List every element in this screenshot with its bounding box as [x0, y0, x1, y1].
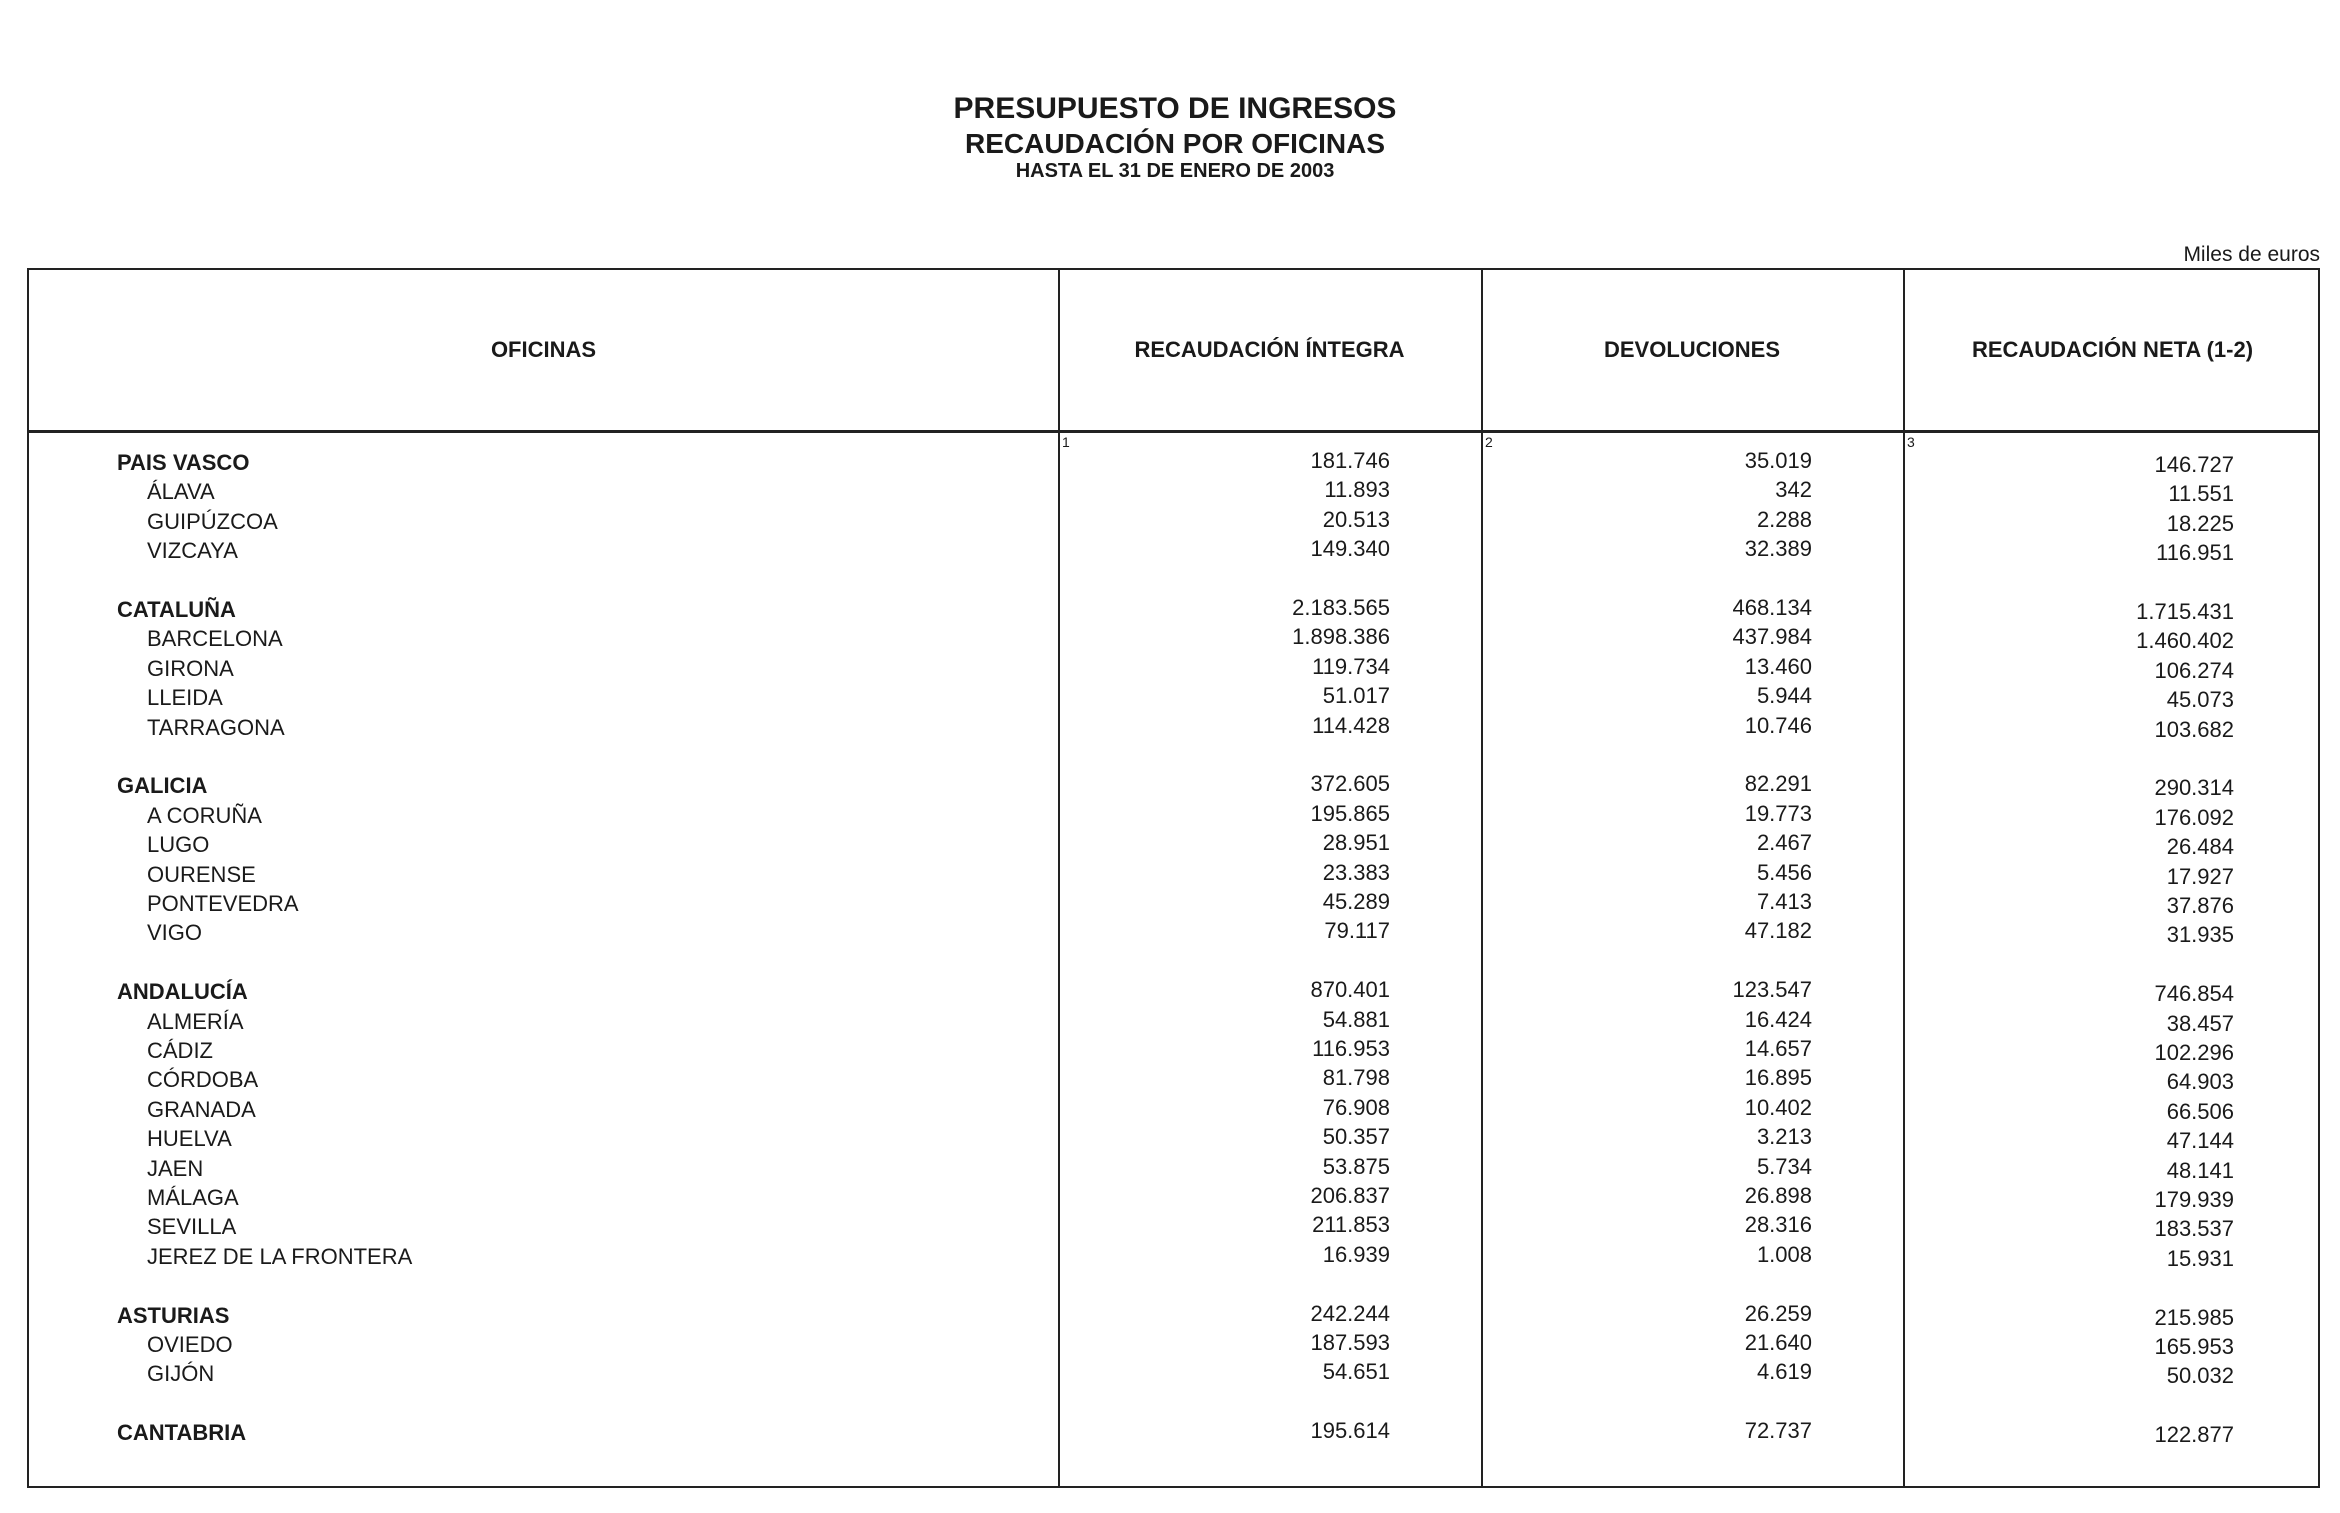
recaudacion-integra-value: 54.881	[1322, 1007, 1390, 1032]
table-row-region	[29, 773, 2318, 802]
recaudacion-neta-value: 1.715.431	[2136, 599, 2234, 624]
devoluciones-value: 72.737	[1744, 1418, 1812, 1443]
recaudacion-integra-value: 211.853	[1312, 1212, 1390, 1237]
office-name: CATALUÑA	[117, 597, 236, 622]
devoluciones-value: 1.008	[1756, 1242, 1812, 1267]
column-header-oficinas: OFICINAS	[490, 337, 597, 362]
devoluciones-value: 437.984	[1732, 624, 1812, 649]
table-row-office	[29, 509, 2318, 538]
table-row-office	[29, 626, 2318, 655]
office-name: CANTABRIA	[117, 1420, 247, 1445]
recaudacion-neta-value: 64.903	[2166, 1069, 2234, 1094]
table-row-office	[29, 656, 2318, 685]
office-name: OURENSE	[147, 862, 256, 887]
recaudacion-neta-value: 18.225	[2166, 511, 2234, 536]
recaudacion-integra-value: 206.837	[1310, 1183, 1390, 1208]
table-row-office	[29, 1097, 2318, 1126]
table-row-office	[29, 832, 2318, 861]
recaudacion-integra-value: 119.734	[1312, 654, 1390, 679]
table-row-region	[29, 1303, 2318, 1332]
recaudacion-neta-value: 165.953	[2154, 1334, 2234, 1359]
table-row-region	[29, 450, 2318, 479]
office-name: GUIPÚZCOA	[147, 509, 278, 534]
recaudacion-neta-value: 48.141	[2166, 1158, 2234, 1183]
devoluciones-value: 3.213	[1756, 1124, 1812, 1149]
recaudacion-neta-value: 290.314	[2154, 775, 2234, 800]
column-header-recaudacion-neta: RECAUDACIÓN NETA (1-2)	[1971, 337, 2254, 362]
table-row-office	[29, 1214, 2318, 1243]
table-row-office	[29, 1332, 2318, 1361]
recaudacion-integra-value: 79.117	[1324, 918, 1390, 943]
devoluciones-value: 21.640	[1744, 1330, 1812, 1355]
devoluciones-value: 26.259	[1744, 1301, 1812, 1326]
office-name: MÁLAGA	[147, 1185, 239, 1210]
recaudacion-integra-value: 11.893	[1324, 477, 1390, 502]
devoluciones-value: 123.547	[1732, 977, 1812, 1002]
table-row-region	[29, 979, 2318, 1008]
devoluciones-value: 2.467	[1756, 830, 1812, 855]
office-name: LUGO	[147, 832, 210, 857]
recaudacion-neta-value: 183.537	[2154, 1216, 2234, 1241]
office-name: TARRAGONA	[147, 715, 285, 740]
recaudacion-integra-value: 23.383	[1322, 860, 1390, 885]
devoluciones-value: 2.288	[1756, 507, 1812, 532]
recaudacion-integra-value: 149.340	[1310, 536, 1390, 561]
table-row-office	[29, 1038, 2318, 1067]
devoluciones-value: 5.734	[1756, 1154, 1812, 1179]
recaudacion-neta-value: 176.092	[2154, 805, 2234, 830]
table-row-office	[29, 715, 2318, 744]
recaudacion-neta-value: 15.931	[2166, 1246, 2234, 1271]
office-name: JAEN	[147, 1156, 204, 1181]
devoluciones-value: 32.389	[1744, 536, 1812, 561]
office-name: LLEIDA	[147, 685, 223, 710]
recaudacion-integra-value: 54.651	[1322, 1359, 1390, 1384]
recaudacion-neta-value: 17.927	[2166, 864, 2234, 889]
table-row-region	[29, 1420, 2318, 1449]
devoluciones-value: 16.895	[1744, 1065, 1812, 1090]
office-name: GRANADA	[147, 1097, 256, 1122]
office-name: VIGO	[147, 920, 203, 945]
office-name: JEREZ DE LA FRONTERA	[147, 1244, 413, 1269]
recaudacion-neta-value: 26.484	[2166, 834, 2234, 859]
devoluciones-value: 35.019	[1744, 448, 1812, 473]
office-name: OVIEDO	[147, 1332, 233, 1357]
office-name: VIZCAYA	[147, 538, 238, 563]
header-divider	[29, 430, 2318, 433]
recaudacion-neta-value: 179.939	[2154, 1187, 2234, 1212]
table-row-office	[29, 1126, 2318, 1155]
devoluciones-value: 7.413	[1756, 889, 1812, 914]
recaudacion-integra-value: 1.898.386	[1292, 624, 1390, 649]
recaudacion-neta-value: 116.951	[2156, 540, 2234, 565]
table-row-office	[29, 1185, 2318, 1214]
recaudacion-integra-value: 242.244	[1310, 1301, 1390, 1326]
devoluciones-value: 468.134	[1732, 595, 1812, 620]
column-number: 2	[1485, 434, 1493, 450]
devoluciones-value: 28.316	[1744, 1212, 1812, 1237]
table-row-office	[29, 803, 2318, 832]
recaudacion-integra-value: 50.357	[1322, 1124, 1390, 1149]
table-row-office	[29, 891, 2318, 920]
office-name: ANDALUCÍA	[117, 979, 248, 1004]
units-label: Miles de euros	[2183, 243, 2320, 266]
office-name: CÓRDOBA	[147, 1067, 259, 1092]
table-row-office	[29, 1361, 2318, 1390]
table-row-office	[29, 1156, 2318, 1185]
office-name: A CORUÑA	[147, 803, 262, 828]
recaudacion-integra-value: 53.875	[1322, 1154, 1390, 1179]
recaudacion-neta-value: 11.551	[2168, 481, 2234, 506]
devoluciones-value: 14.657	[1744, 1036, 1812, 1061]
page-subtitle: RECAUDACIÓN POR OFICINAS	[964, 128, 1385, 159]
recaudacion-neta-value: 47.144	[2166, 1128, 2234, 1153]
column-header-devoluciones: DEVOLUCIONES	[1603, 337, 1781, 362]
recaudacion-integra-value: 195.865	[1310, 801, 1390, 826]
page-title: PRESUPUESTO DE INGRESOS	[953, 92, 1397, 125]
recaudacion-integra-value: 2.183.565	[1292, 595, 1390, 620]
recaudacion-integra-value: 181.746	[1310, 448, 1390, 473]
office-name: ASTURIAS	[117, 1303, 230, 1328]
recaudacion-neta-value: 215.985	[2154, 1305, 2234, 1330]
office-name: GIJÓN	[147, 1361, 215, 1386]
column-header-recaudacion-integra: RECAUDACIÓN ÍNTEGRA	[1134, 337, 1405, 362]
office-name: GALICIA	[117, 773, 208, 798]
devoluciones-value: 82.291	[1744, 771, 1812, 796]
table-row-office	[29, 1067, 2318, 1096]
column-number: 1	[1062, 434, 1070, 450]
revenue-table	[27, 268, 2320, 1488]
recaudacion-neta-value: 37.876	[2166, 893, 2234, 918]
recaudacion-neta-value: 45.073	[2166, 687, 2234, 712]
devoluciones-value: 342	[1775, 477, 1812, 502]
office-name: CÁDIZ	[147, 1038, 213, 1063]
office-name: PAIS VASCO	[117, 450, 250, 475]
recaudacion-neta-value: 31.935	[2166, 922, 2234, 947]
office-name: ÁLAVA	[147, 479, 215, 504]
recaudacion-integra-value: 45.289	[1322, 889, 1390, 914]
recaudacion-neta-value: 38.457	[2166, 1011, 2234, 1036]
recaudacion-neta-value: 50.032	[2166, 1363, 2234, 1388]
devoluciones-value: 5.456	[1756, 860, 1812, 885]
office-name: BARCELONA	[147, 626, 283, 651]
recaudacion-integra-value: 195.614	[1310, 1418, 1390, 1443]
recaudacion-integra-value: 116.953	[1312, 1036, 1390, 1061]
column-number: 3	[1907, 434, 1915, 450]
devoluciones-value: 10.746	[1744, 713, 1812, 738]
recaudacion-integra-value: 81.798	[1322, 1065, 1390, 1090]
recaudacion-integra-value: 114.428	[1312, 713, 1390, 738]
table-row-office	[29, 1009, 2318, 1038]
table-row-office	[29, 920, 2318, 949]
recaudacion-neta-value: 106.274	[2154, 658, 2234, 683]
recaudacion-integra-value: 20.513	[1322, 507, 1390, 532]
recaudacion-neta-value: 103.682	[2154, 717, 2234, 742]
devoluciones-value: 19.773	[1744, 801, 1812, 826]
recaudacion-integra-value: 870.401	[1310, 977, 1390, 1002]
devoluciones-value: 13.460	[1744, 654, 1812, 679]
office-name: SEVILLA	[147, 1214, 237, 1239]
devoluciones-value: 26.898	[1744, 1183, 1812, 1208]
recaudacion-integra-value: 28.951	[1322, 830, 1390, 855]
devoluciones-value: 10.402	[1744, 1095, 1812, 1120]
recaudacion-neta-value: 1.460.402	[2136, 628, 2234, 653]
office-name: GIRONA	[147, 656, 234, 681]
devoluciones-value: 5.944	[1756, 683, 1812, 708]
recaudacion-integra-value: 372.605	[1310, 771, 1390, 796]
recaudacion-neta-value: 746.854	[2154, 981, 2234, 1006]
recaudacion-integra-value: 76.908	[1322, 1095, 1390, 1120]
report-period: HASTA EL 31 DE ENERO DE 2003	[1015, 160, 1335, 182]
recaudacion-integra-value: 51.017	[1322, 683, 1390, 708]
table-row-office	[29, 862, 2318, 891]
recaudacion-integra-value: 187.593	[1310, 1330, 1390, 1355]
office-name: ALMERÍA	[147, 1009, 244, 1034]
table-row-office	[29, 538, 2318, 567]
office-name: PONTEVEDRA	[147, 891, 299, 916]
recaudacion-neta-value: 146.727	[2154, 452, 2234, 477]
table-row-office	[29, 685, 2318, 714]
recaudacion-integra-value: 16.939	[1322, 1242, 1390, 1267]
recaudacion-neta-value: 102.296	[2154, 1040, 2234, 1065]
devoluciones-value: 47.182	[1744, 918, 1812, 943]
table-row-region	[29, 597, 2318, 626]
table-row-office	[29, 479, 2318, 508]
recaudacion-neta-value: 122.877	[2154, 1422, 2234, 1447]
devoluciones-value: 4.619	[1756, 1359, 1812, 1384]
office-name: HUELVA	[147, 1126, 232, 1151]
table-row-office	[29, 1244, 2318, 1273]
devoluciones-value: 16.424	[1744, 1007, 1812, 1032]
recaudacion-neta-value: 66.506	[2166, 1099, 2234, 1124]
